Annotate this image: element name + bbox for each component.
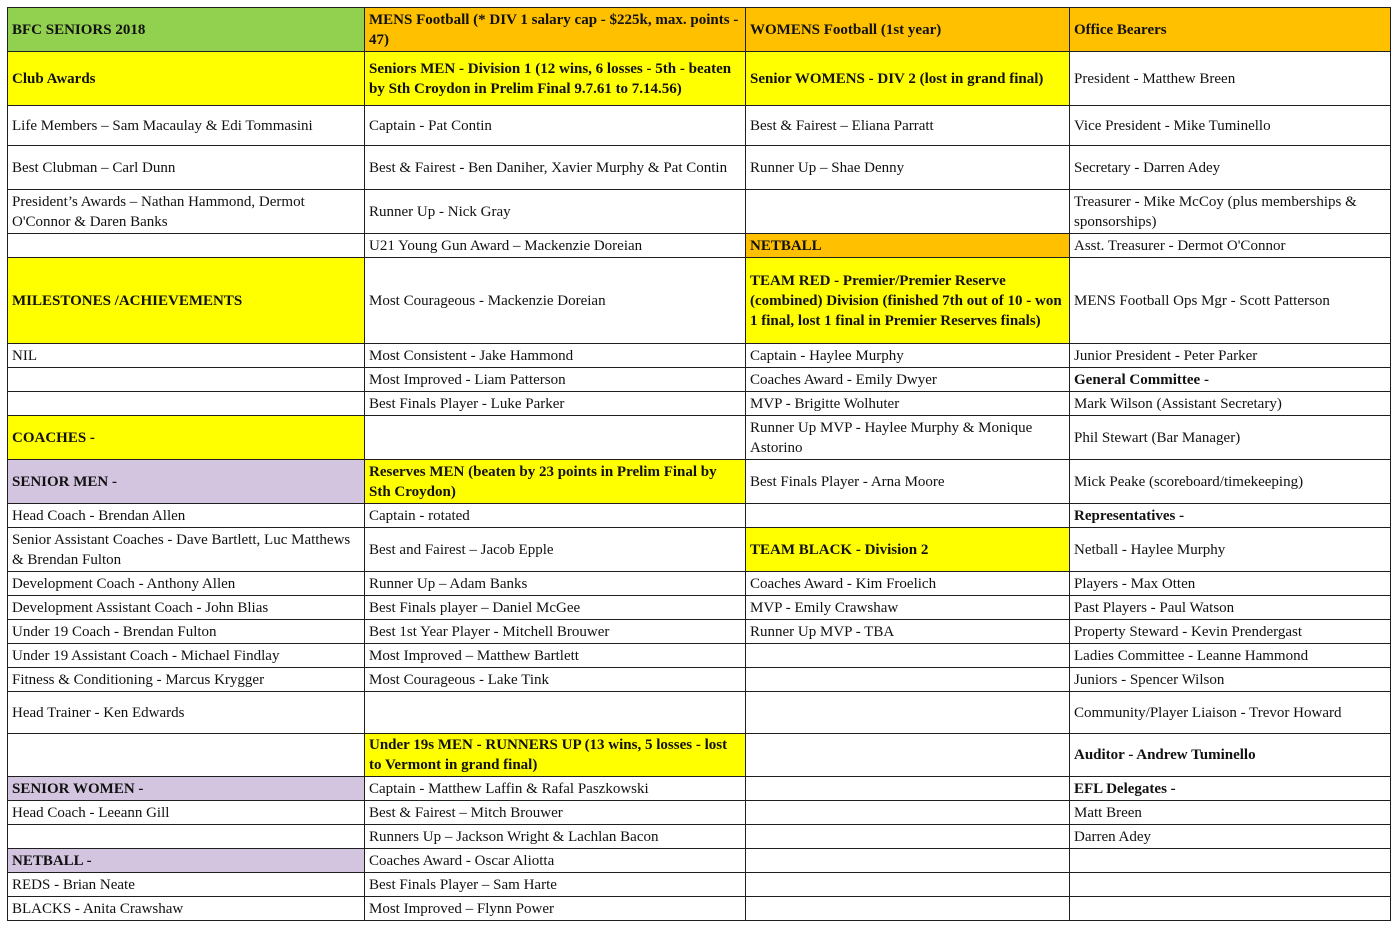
cell-womens[interactable] [746,777,1070,801]
cell-mens[interactable]: Best Finals player – Daniel McGee [365,596,746,620]
cell-mens[interactable]: Most Improved - Liam Patterson [365,368,746,392]
cell-mens[interactable]: Captain - rotated [365,504,746,528]
cell-womens[interactable] [746,692,1070,734]
cell-club[interactable]: NIL [8,344,365,368]
cell-womens[interactable] [746,504,1070,528]
cell-office[interactable]: Past Players - Paul Watson [1070,596,1391,620]
cell-womens[interactable]: TEAM BLACK - Division 2 [746,528,1070,572]
cell-club[interactable]: NETBALL - [8,849,365,873]
table-row [8,777,1391,801]
cell-club[interactable]: Head Coach - Leeann Gill [8,801,365,825]
cell-mens[interactable]: Captain - Pat Contin [365,106,746,146]
cell-mens[interactable]: Best Finals Player - Luke Parker [365,392,746,416]
cell-office[interactable]: Juniors - Spencer Wilson [1070,668,1391,692]
cell-womens[interactable] [746,873,1070,897]
cell-office[interactable] [1070,897,1391,921]
cell-womens[interactable] [746,190,1070,234]
table-row [8,52,1391,106]
cell-office[interactable]: Junior President - Peter Parker [1070,344,1391,368]
cell-mens[interactable]: Most Consistent - Jake Hammond [365,344,746,368]
cell-mens[interactable]: Best 1st Year Player - Mitchell Brouwer [365,620,746,644]
cell-mens[interactable]: U21 Young Gun Award – Mackenzie Doreian [365,234,746,258]
table-body [8,8,1391,921]
cell-office[interactable]: Mark Wilson (Assistant Secretary) [1070,392,1391,416]
table-row [8,644,1391,668]
cell-office[interactable]: General Committee - [1070,368,1391,392]
cell-office[interactable]: Ladies Committee - Leanne Hammond [1070,644,1391,668]
cell-club[interactable]: Under 19 Assistant Coach - Michael Findlay [8,644,365,668]
table-row [8,849,1391,873]
table-row [8,801,1391,825]
table-row [8,596,1391,620]
cell-office[interactable]: Players - Max Otten [1070,572,1391,596]
table-row [8,258,1391,344]
cell-womens[interactable]: Best Finals Player - Arna Moore [746,460,1070,504]
cell-office[interactable]: Matt Breen [1070,801,1391,825]
table-row [8,825,1391,849]
table-row [8,190,1391,234]
cell-mens[interactable]: Best and Fairest – Jacob Epple [365,528,746,572]
cell-womens[interactable]: WOMENS Football (1st year) [746,8,1070,52]
cell-office[interactable]: Phil Stewart (Bar Manager) [1070,416,1391,460]
cell-mens[interactable] [365,692,746,734]
cell-womens[interactable]: TEAM RED - Premier/Premier Reserve (combined) Division (finished 7th out of 10 - won 1 final, lost 1 final in Premier Reserves finals) [746,258,1070,344]
cell-office[interactable]: Representatives - [1070,504,1391,528]
cell-club[interactable]: President’s Awards – Nathan Hammond, Dermot O'Connor & Daren Banks [8,190,365,234]
cell-club[interactable]: Senior Assistant Coaches - Dave Bartlett, Luc Matthews & Brendan Fulton [8,528,365,572]
cell-club[interactable]: Head Trainer - Ken Edwards [8,692,365,734]
cell-club[interactable]: Head Coach - Brendan Allen [8,504,365,528]
table-row [8,692,1391,734]
cell-womens[interactable]: Coaches Award - Emily Dwyer [746,368,1070,392]
cell-club[interactable]: MILESTONES /ACHIEVEMENTS [8,258,365,344]
cell-office[interactable]: Netball - Haylee Murphy [1070,528,1391,572]
cell-womens[interactable] [746,801,1070,825]
cell-office[interactable]: Darren Adey [1070,825,1391,849]
cell-office[interactable]: MENS Football Ops Mgr - Scott Patterson [1070,258,1391,344]
cell-office[interactable]: EFL Delegates - [1070,777,1391,801]
cell-club[interactable] [8,368,365,392]
cell-mens[interactable]: Best & Fairest – Mitch Brouwer [365,801,746,825]
table-row [8,106,1391,146]
cell-office[interactable]: Treasurer - Mike McCoy (plus memberships & sponsorships) [1070,190,1391,234]
cell-mens[interactable]: MENS Football (* DIV 1 salary cap - $225k, max. points - 47) [365,8,746,52]
cell-womens[interactable]: Captain - Haylee Murphy [746,344,1070,368]
cell-womens[interactable]: Runner Up – Shae Denny [746,146,1070,190]
cell-club[interactable]: BLACKS - Anita Crawshaw [8,897,365,921]
table-row [8,392,1391,416]
cell-womens[interactable] [746,849,1070,873]
cell-mens[interactable]: Most Courageous - Lake Tink [365,668,746,692]
table-row [8,734,1391,777]
cell-club[interactable]: SENIOR WOMEN - [8,777,365,801]
table-row [8,416,1391,460]
cell-womens[interactable]: Runner Up MVP - TBA [746,620,1070,644]
table-row [8,8,1391,52]
cell-mens[interactable]: Runner Up – Adam Banks [365,572,746,596]
table-row [8,897,1391,921]
cell-club[interactable]: Club Awards [8,52,365,106]
cell-mens[interactable] [365,416,746,460]
cell-womens[interactable] [746,644,1070,668]
cell-womens[interactable] [746,897,1070,921]
cell-club[interactable]: COACHES - [8,416,365,460]
cell-womens[interactable]: Best & Fairest – Eliana Parratt [746,106,1070,146]
cell-mens[interactable]: Most Improved – Flynn Power [365,897,746,921]
table-row [8,620,1391,644]
table-row [8,234,1391,258]
cell-mens[interactable]: Best & Fairest - Ben Daniher, Xavier Murphy & Pat Contin [365,146,746,190]
cell-office[interactable]: Community/Player Liaison - Trevor Howard [1070,692,1391,734]
cell-office[interactable]: Auditor - Andrew Tuminello [1070,734,1391,777]
cell-club[interactable]: REDS - Brian Neate [8,873,365,897]
cell-club[interactable] [8,234,365,258]
cell-mens[interactable]: Under 19s MEN - RUNNERS UP (13 wins, 5 losses - lost to Vermont in grand final) [365,734,746,777]
cell-mens[interactable]: Coaches Award - Oscar Aliotta [365,849,746,873]
cell-club[interactable] [8,392,365,416]
cell-womens[interactable]: Coaches Award - Kim Froelich [746,572,1070,596]
cell-office[interactable]: Property Steward - Kevin Prendergast [1070,620,1391,644]
table-row [8,344,1391,368]
table-row [8,504,1391,528]
cell-club[interactable]: Life Members – Sam Macaulay & Edi Tommasini [8,106,365,146]
cell-mens[interactable]: Most Courageous - Mackenzie Doreian [365,258,746,344]
cell-club[interactable] [8,734,365,777]
cell-womens[interactable]: NETBALL [746,234,1070,258]
cell-office[interactable] [1070,873,1391,897]
cell-mens[interactable]: Runner Up - Nick Gray [365,190,746,234]
cell-womens[interactable] [746,825,1070,849]
cell-office[interactable]: Vice President - Mike Tuminello [1070,106,1391,146]
table-row [8,668,1391,692]
cell-mens[interactable]: Seniors MEN - Division 1 (12 wins, 6 losses - 5th - beaten by Sth Croydon in Prelim Final 9.7.61 to 7.14.56) [365,52,746,106]
cell-club[interactable]: Development Assistant Coach - John Blias [8,596,365,620]
cell-club[interactable]: Fitness & Conditioning - Marcus Krygger [8,668,365,692]
cell-club[interactable]: Development Coach - Anthony Allen [8,572,365,596]
cell-club[interactable] [8,825,365,849]
table-row [8,572,1391,596]
table-row [8,460,1391,504]
cell-womens[interactable] [746,734,1070,777]
table-row [8,368,1391,392]
cell-womens[interactable]: Runner Up MVP - Haylee Murphy & Monique Astorino [746,416,1070,460]
table-row [8,528,1391,572]
cell-mens[interactable]: Runners Up – Jackson Wright & Lachlan Bacon [365,825,746,849]
table-row [8,873,1391,897]
cell-womens[interactable] [746,668,1070,692]
cell-office[interactable]: President - Matthew Breen [1070,52,1391,106]
cell-womens[interactable]: Senior WOMENS - DIV 2 (lost in grand final) [746,52,1070,106]
cell-mens[interactable]: Reserves MEN (beaten by 23 points in Prelim Final by Sth Croydon) [365,460,746,504]
cell-mens[interactable]: Most Improved – Matthew Bartlett [365,644,746,668]
cell-mens[interactable]: Best Finals Player – Sam Harte [365,873,746,897]
cell-club[interactable]: Best Clubman – Carl Dunn [8,146,365,190]
cell-office[interactable]: Asst. Treasurer - Dermot O'Connor [1070,234,1391,258]
cell-mens[interactable]: Captain - Matthew Laffin & Rafal Paszkowski [365,777,746,801]
cell-club[interactable]: SENIOR MEN - [8,460,365,504]
cell-office[interactable]: Mick Peake (scoreboard/timekeeping) [1070,460,1391,504]
cell-office[interactable] [1070,849,1391,873]
cell-office[interactable]: Office Bearers [1070,8,1391,52]
cell-womens[interactable]: MVP - Emily Crawshaw [746,596,1070,620]
cell-club[interactable]: BFC SENIORS 2018 [8,8,365,52]
spreadsheet-table [7,7,1391,921]
cell-womens[interactable]: MVP - Brigitte Wolhuter [746,392,1070,416]
table-row [8,146,1391,190]
cell-office[interactable]: Secretary - Darren Adey [1070,146,1391,190]
cell-club[interactable]: Under 19 Coach - Brendan Fulton [8,620,365,644]
